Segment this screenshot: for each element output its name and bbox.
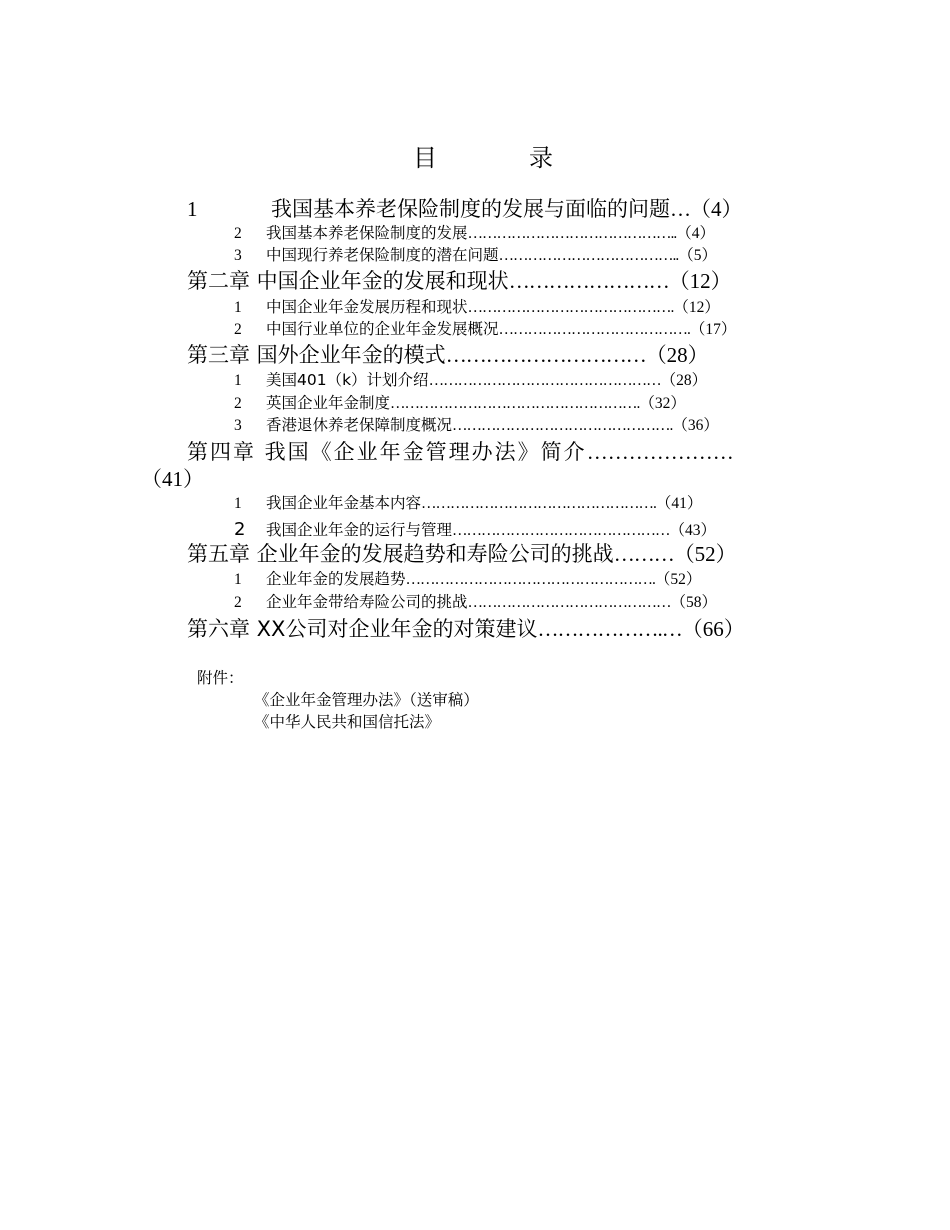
- toc-section-4-2[interactable]: [234, 521, 716, 539]
- toc-chapter-5[interactable]: [187, 544, 737, 565]
- toc-leader-dots: ……………………: [508, 269, 669, 293]
- toc-chapter-6[interactable]: [187, 619, 745, 640]
- toc-section-number: 3: [234, 247, 242, 264]
- toc-page-number: （28）: [645, 343, 709, 367]
- toc-section-number: 2: [234, 225, 242, 242]
- toc-section-number: 1: [234, 372, 242, 389]
- toc-leader-dots: ………………………………………: [452, 522, 670, 539]
- toc-chapter-3[interactable]: [187, 345, 709, 366]
- toc-page-number: （41）: [141, 467, 204, 491]
- toc-leader-dots: …………………………………….: [467, 299, 674, 316]
- toc-section-text: 美国401（k）计划介绍: [266, 371, 429, 389]
- toc-page-number: （12）: [668, 269, 732, 293]
- toc-section-5-2[interactable]: [234, 595, 717, 611]
- toc-section-number: 2: [234, 519, 246, 540]
- toc-section-number: 2: [234, 594, 242, 611]
- toc-section-text: 我国企业年金的运行与管理: [266, 521, 453, 539]
- toc-leader-dots: ………………………………….: [498, 321, 690, 338]
- toc-section-1-2[interactable]: [234, 226, 715, 242]
- toc-section-text: 英国企业年金制度: [266, 394, 391, 412]
- toc-page-number: （5）: [678, 247, 718, 264]
- toc-leader-dots: ………………………………………….: [421, 495, 656, 512]
- toc-section-5-1[interactable]: [234, 572, 701, 588]
- toc-chapter-text: 第五章 企业年金的发展趋势和寿险公司的挑战: [187, 542, 614, 566]
- toc-chapter-1[interactable]: [187, 199, 743, 220]
- toc-leader-dots: ……………………………………….: [452, 417, 673, 434]
- toc-section-text: 企业年金的发展趋势: [266, 570, 406, 588]
- toc-section-number: 2: [234, 395, 242, 412]
- toc-section-number: 2: [234, 321, 242, 338]
- toc-chapter-text: 我国基本养老保险制度的发展与面临的问题: [271, 197, 670, 221]
- toc-section-3-1[interactable]: [234, 373, 707, 389]
- toc-leader-dots: ………………………………..: [498, 247, 679, 264]
- toc-leader-dots: ……………….…: [537, 617, 682, 641]
- toc-section-4-1[interactable]: [234, 496, 702, 512]
- toc-section-text: 企业年金带给寿险公司的挑战: [266, 593, 468, 611]
- toc-chapter-number: 1: [187, 197, 198, 221]
- toc-page-number: （12）: [673, 299, 720, 316]
- toc-section-text: 香港退休养老保障制度概况: [266, 416, 453, 434]
- toc-chapter-4[interactable]: [187, 442, 734, 463]
- toc-chapter-text: 第二章 中国企业年金的发展和现状: [187, 269, 509, 293]
- toc-section-2-2[interactable]: [234, 322, 736, 338]
- toc-section-text: 我国基本养老保险制度的发展: [266, 224, 468, 242]
- toc-section-number: 1: [234, 571, 242, 588]
- toc-leader-dots: …………………………………………: [428, 372, 661, 389]
- toc-chapter-text: 第三章 国外企业年金的模式: [187, 343, 446, 367]
- toc-section-number: 3: [234, 417, 242, 434]
- toc-page-number: （17）: [689, 321, 737, 338]
- toc-page-number: （4）: [676, 225, 716, 242]
- toc-chapter-4-page[interactable]: [141, 467, 204, 491]
- toc-leader-dots: ……………………………………..: [467, 225, 677, 242]
- toc-page-number: （58）: [670, 594, 718, 611]
- toc-page-number: （4）: [690, 197, 743, 221]
- toc-leader-dots: ……………………………………: [467, 594, 671, 611]
- toc-chapter-text: 第四章 我国《企业年金管理办法》简介: [187, 440, 587, 464]
- toc-chapter-2[interactable]: [187, 271, 732, 292]
- toc-section-3-3[interactable]: [234, 418, 719, 434]
- toc-leader-dots: …………………………………………….: [405, 571, 655, 588]
- toc-leader-dots: …: [670, 197, 690, 221]
- toc-page-number: （66）: [681, 617, 745, 641]
- toc-section-3-2[interactable]: [234, 396, 686, 412]
- appendix-item[interactable]: 《企业年金管理办法》（送审稿）: [254, 691, 479, 709]
- toc-section-text: 我国企业年金基本内容: [266, 494, 422, 512]
- toc-page-number: （43）: [669, 522, 717, 539]
- toc-title: 目 录: [413, 144, 587, 172]
- toc-page-number: （36）: [672, 417, 719, 434]
- toc-leader-dots: …………………: [586, 440, 734, 464]
- toc-section-2-1[interactable]: [234, 300, 720, 316]
- toc-page-number: （52）: [673, 542, 737, 566]
- toc-page-number: （28）: [660, 372, 708, 389]
- toc-section-text: 中国行业单位的企业年金发展概况: [266, 320, 499, 338]
- toc-leader-dots: ………: [613, 542, 674, 566]
- toc-leader-dots: …………………………………………….: [390, 395, 640, 412]
- toc-chapter-text: 第六章 XX公司对企业年金的对策建议: [187, 617, 538, 641]
- toc-leader-dots: …………………………: [445, 343, 646, 367]
- toc-page-number: （32）: [639, 395, 686, 412]
- toc-section-number: 1: [234, 299, 242, 316]
- toc-page-number: （52）: [654, 571, 702, 588]
- toc-page-number: （41）: [655, 495, 703, 512]
- toc-section-text: 中国企业年金发展历程和现状: [266, 298, 468, 316]
- appendix-item[interactable]: 《中华人民共和国信托法》: [254, 713, 441, 731]
- appendix-label: 附件：: [197, 669, 244, 687]
- toc-section-1-3[interactable]: [234, 248, 717, 264]
- toc-section-number: 1: [234, 495, 242, 512]
- toc-section-text: 中国现行养老保险制度的潜在问题: [266, 246, 499, 264]
